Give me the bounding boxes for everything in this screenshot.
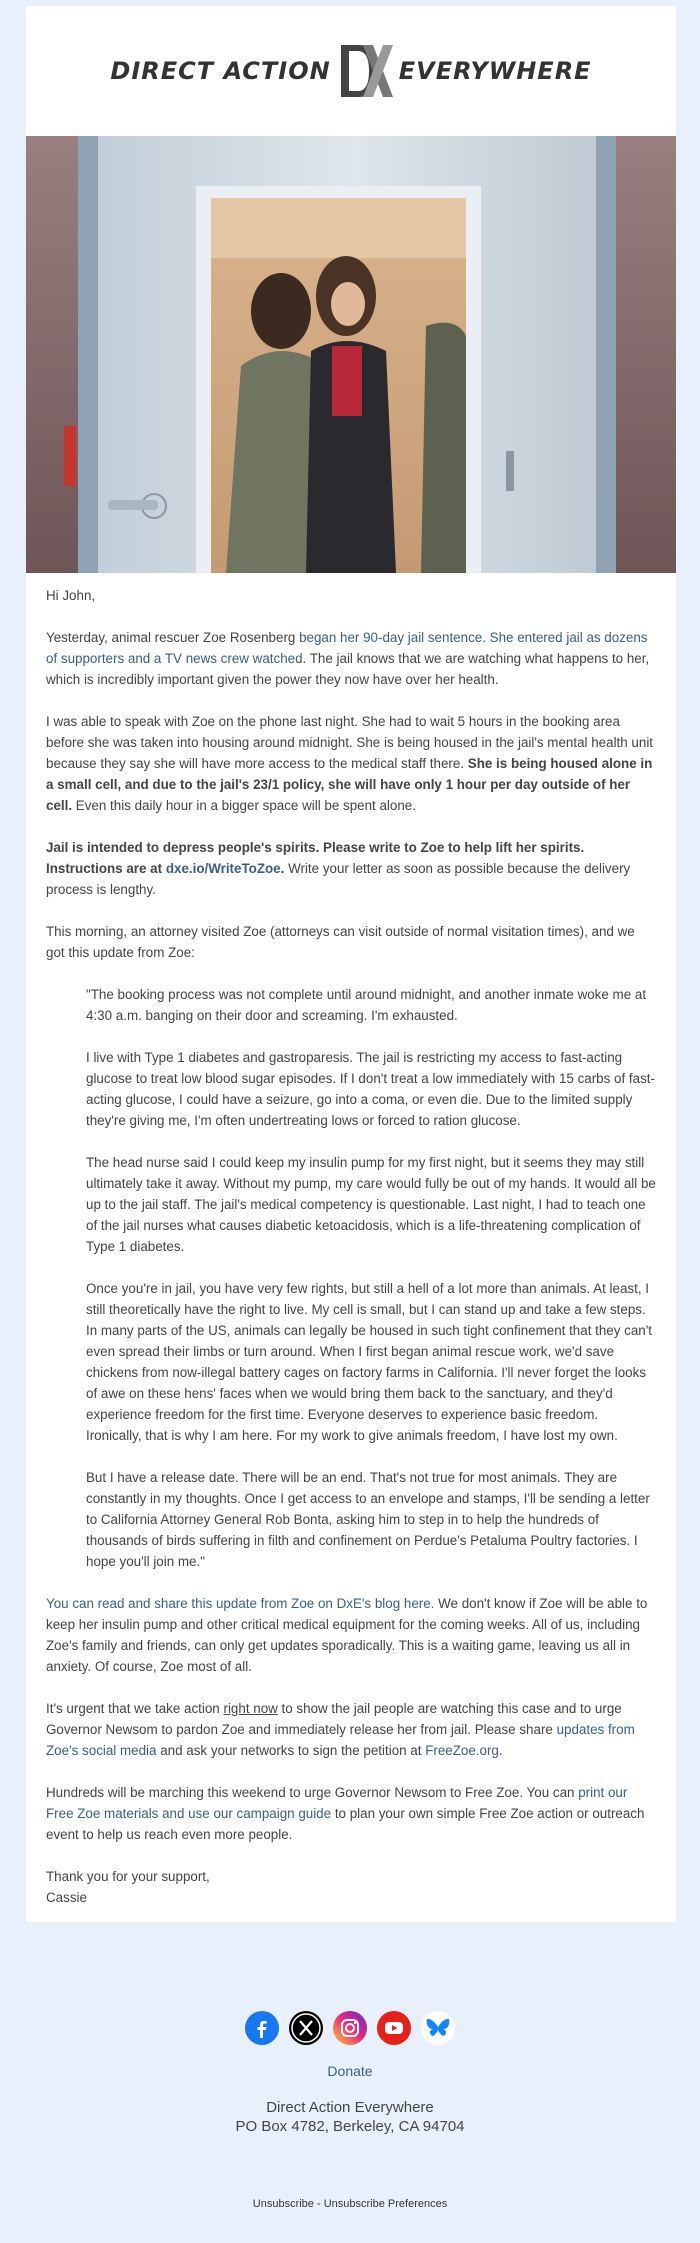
link-blog[interactable]: You can read and share this update from Zoe on DxE's blog here. [46, 1596, 435, 1611]
link-campaign-guide[interactable]: print our Free Zoe materials and use our campaign guide [46, 1785, 628, 1821]
unsubscribe-link[interactable]: Unsubscribe [252, 2198, 314, 2210]
link-freezoe[interactable]: FreeZoe.org [425, 1743, 499, 1758]
paragraph-5 [46, 1593, 656, 1677]
underlined-text: right now [223, 1701, 278, 1716]
text: I was able to speak with Zoe on the phone last night. She had to wait 5 hours in the booking area before she was taken into housing around midnight. She is being housed in the jail's mental health unit because they say she will have more access to the medical staff there. [46, 714, 654, 771]
link-write-to-zoe[interactable]: dxe.io/WriteToZoe [165, 861, 281, 876]
unsubscribe-preferences-link[interactable]: Unsubscribe Preferences [323, 2198, 448, 2210]
paragraph-1 [46, 627, 656, 690]
donate-link[interactable]: Donate [327, 2063, 373, 2079]
paragraph-7 [46, 1782, 656, 1845]
paragraph-4: This morning, an attorney visited Zoe (attorneys can visit outside of normal visitation times), and we got this update from Zoe: [46, 924, 635, 960]
link-social-media[interactable]: updates from Zoe's social media [46, 1722, 635, 1758]
zoe-quote [46, 984, 656, 1572]
text: Even this daily hour in a bigger space will be spent alone. [72, 798, 416, 813]
org-name: Direct Action Everywhere [266, 2099, 434, 2116]
org-info [8, 2098, 692, 2136]
footer [8, 2011, 692, 2136]
quote-paragraph: But I have a release date. There will be an end. That's not true for most animals. They are constantly in my thoughts. Once I get access to an envelope and stamps, I'll be sending a letter to California Attorney General Rob Bonta, asking him to step in to help the hundreds of thousands of birds suffering in filth and confinement on Perdue's Petaluma Poultry factories. I hope you'll join me." [86, 1470, 650, 1569]
paragraph-3 [46, 837, 656, 900]
text: Write your letter as soon as possible because the delivery process is lengthy. [46, 861, 631, 897]
paragraph-2 [46, 711, 656, 816]
signoff-block [46, 1866, 656, 1908]
link-jail-sentence[interactable]: began her 90-day jail sentence [299, 630, 483, 645]
email-background [8, 6, 692, 2237]
quote-paragraph: "The booking process was not complete until around midnight, and another inmate woke me at 4:30 a.m. banging on their door and screaming. I'm exhausted. [86, 987, 647, 1023]
email-card [26, 6, 676, 1922]
text: to show the jail people are watching this case and to urge Governor Newsom to pardon Zoe and immediately release her from jail. Please share [46, 1701, 622, 1737]
facebook-icon[interactable] [245, 2011, 279, 2045]
quote-paragraph: Once you're in jail, you have very few rights, but still a hell of a lot more than animals. At least, I still theoretically have the right to live. My cell is small, but I can stand up and take a few steps. In many parts of the US, animals can legally be housed in such tight confinement that they can't even spread their limbs or turn around. When I first began animal rescue work, we'd save chickens from now-illegal battery cages on factory farms in California. I'll never forget the looks of awe on these hens' faces when we would bring them back to the sanctuary, and they'd experience freedom for the first time. Everyone deserves to experience basic freedom. Ironically, that is why I am here. For my work to give animals freedom, I have lost my own. [86, 1281, 653, 1443]
youtube-icon[interactable] [377, 2011, 411, 2045]
logo-text-right: EVERYWHERE [398, 57, 592, 85]
text: Yesterday, animal rescuer Zoe Rosenberg [46, 630, 300, 645]
unsubscribe-bar [8, 2198, 692, 2210]
hero-image [26, 136, 676, 573]
text: We don't know if Zoe will be able to keep her insulin pump and other critical medical equipment for the coming weeks. All of us, including Zoe's family and friends, can only get updates sporadically. This is a waiting game, leaving us all in anxiety. Of course, Zoe most of all. [46, 1596, 648, 1674]
text: It's urgent that we take action [46, 1701, 224, 1716]
signature: Cassie [46, 1890, 87, 1905]
text: . [482, 630, 490, 645]
email-body [26, 573, 676, 1908]
text: Hundreds will be marching this weekend to urge Governor Newsom to Free Zoe. You can [46, 1785, 579, 1800]
bold-text: She is being housed alone in a small cell, and due to the jail's 23/1 policy, she will have only 1 hour per day outside of her cell. [46, 756, 653, 813]
bluesky-icon[interactable] [421, 2011, 455, 2045]
quote-paragraph: The head nurse said I could keep my insulin pump for my first night, but it seems they may still ultimately take it away. Without my pump, my care would fully be out of my hands. It would all be up to the jail staff. The jail's medical competency is questionable. Last night, I had to teach one of the jail nurses what causes diabetic ketoacidosis, which is a life-threatening complication of Type 1 diabetes. [86, 1155, 656, 1254]
separator: - [313, 2198, 324, 2210]
dxe-logo[interactable] [110, 39, 591, 103]
text: . [498, 1743, 503, 1758]
org-address: PO Box 4782, Berkeley, CA 94704 [235, 2118, 465, 2135]
social-links [8, 2011, 692, 2045]
header [26, 6, 676, 136]
signoff: Thank you for your support, [46, 1869, 210, 1884]
instagram-icon[interactable] [333, 2011, 367, 2045]
x-icon[interactable] [289, 2011, 323, 2045]
quote-paragraph: I live with Type 1 diabetes and gastroparesis. The jail is restricting my access to fast-acting glucose to treat low blood sugar episodes. If I don't treat a low immediately with 15 carbs of fast-acting glucose, I could have a seizure, go into a coma, or even die. Due to the limited supply they're giving me, I'm often undertreating lows or forced to ration glucose. [86, 1050, 655, 1128]
link-entered-jail[interactable]: She entered jail as dozens of supporters and a TV news crew watched [46, 630, 648, 666]
text: . The jail knows that we are watching what happens to her, which is incredibly important given the power they now have over her health. [46, 651, 650, 687]
bold-text: Jail is intended to depress people's spirits. Please write to Zoe to help lift her spirits. Instructions are at [46, 840, 585, 876]
bold-text: . [280, 861, 285, 876]
text: and ask your networks to sign the petition at [156, 1743, 426, 1758]
text: to plan your own simple Free Zoe action or outreach event to help us reach even more people. [46, 1806, 645, 1842]
greeting: Hi John, [46, 588, 96, 603]
logo-text-left: DIRECT ACTION [110, 57, 331, 85]
dxe-mark-icon [333, 39, 397, 103]
paragraph-6 [46, 1698, 656, 1761]
